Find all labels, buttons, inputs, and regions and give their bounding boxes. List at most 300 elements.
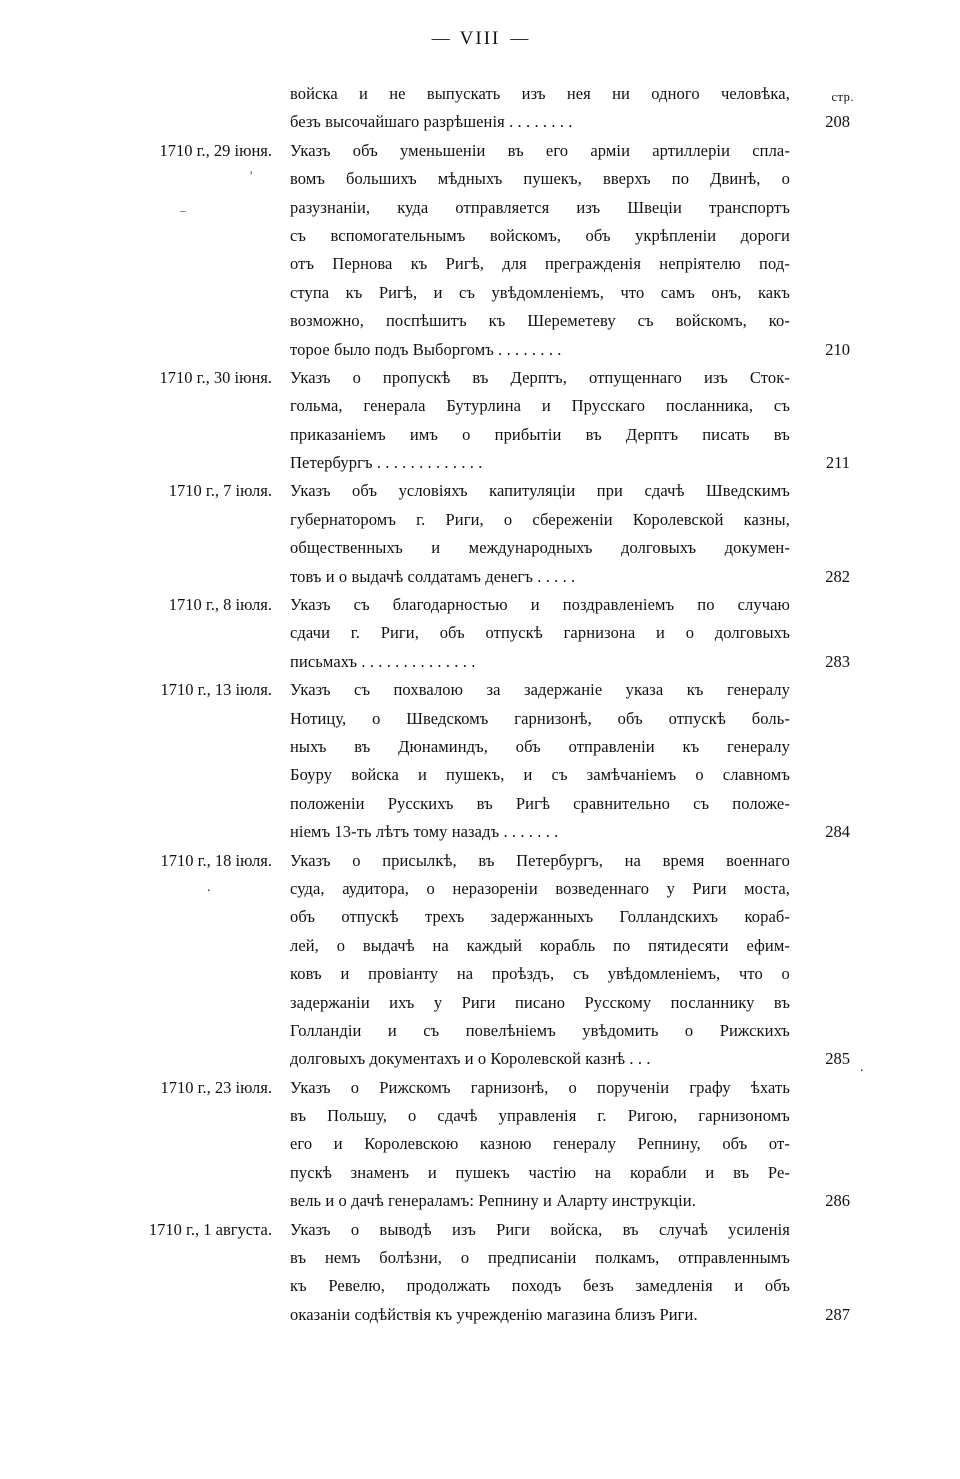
toc-entry-page-number: 287 — [825, 1304, 850, 1324]
toc-line-text — [290, 960, 790, 988]
word: ефим- — [746, 935, 790, 955]
word: войскомъ, — [675, 311, 747, 331]
toc-entry-page-number: 211 — [825, 453, 850, 473]
toc-line-text — [290, 761, 790, 789]
toc-entry-page-number: 284 — [825, 822, 850, 842]
toc-entry-line — [290, 818, 850, 846]
word: о — [684, 1020, 694, 1040]
word: къ — [488, 311, 506, 331]
toc-line-text — [290, 477, 790, 505]
toc-entry-line — [290, 80, 850, 108]
word: аудитора, — [342, 878, 409, 898]
toc-entry-line — [290, 705, 850, 733]
word: положеніи — [290, 793, 365, 813]
word: Шведскомъ — [406, 708, 489, 728]
toc-entry-line — [290, 1159, 850, 1187]
word: что — [739, 964, 763, 984]
word: о — [352, 367, 361, 387]
word: по — [697, 595, 715, 615]
toc-entry — [95, 477, 870, 591]
stray-mark-2: – — [180, 205, 186, 217]
word: объ — [290, 907, 316, 927]
word: на — [432, 935, 449, 955]
toc-line-text — [290, 307, 790, 335]
word: продолжать — [406, 1276, 491, 1296]
header-dash-right: — — [510, 28, 529, 48]
word: письмахъ . . . . . . . . . . . . . . — [290, 651, 476, 671]
word: арміи — [590, 140, 631, 160]
word: и — [433, 282, 443, 302]
toc-entry-line — [290, 137, 850, 165]
word: съ — [290, 225, 307, 245]
word: къ — [682, 736, 700, 756]
word: его — [545, 140, 569, 160]
toc-entry-line — [290, 1045, 850, 1073]
word: сдачѣ — [644, 481, 685, 501]
word: Риги — [692, 878, 727, 898]
word: поспѣшитъ — [385, 311, 467, 331]
page-number-roman: VIII — [459, 28, 501, 49]
word: приказаніемъ — [290, 424, 386, 444]
word: за — [486, 680, 501, 700]
word: боль- — [751, 708, 790, 728]
word: прегражденія — [544, 254, 642, 274]
word: Боуру — [290, 765, 333, 785]
word: для — [502, 254, 527, 274]
toc-line-text — [290, 1017, 790, 1045]
toc-entry-line — [290, 165, 850, 193]
toc-line-text — [290, 1102, 790, 1130]
word: под- — [759, 254, 790, 274]
word: изъ — [451, 1219, 476, 1239]
toc-entry-line — [290, 1301, 850, 1329]
word: повелѣніемъ — [465, 1020, 556, 1040]
toc-entry-line — [290, 932, 850, 960]
word: одного — [651, 84, 700, 103]
toc-line-text — [290, 392, 790, 420]
toc-entry — [95, 137, 870, 364]
word: задержанныхъ — [490, 907, 594, 927]
word: проѣздъ, — [491, 964, 555, 984]
word: на — [624, 850, 641, 870]
word: пропускѣ — [382, 367, 451, 387]
word: знаменъ — [350, 1162, 410, 1182]
word: походъ — [511, 1276, 562, 1296]
word: самъ — [660, 282, 695, 302]
word: артиллеріи — [652, 140, 731, 160]
toc-entry-line — [290, 648, 850, 676]
toc-entry-line — [290, 421, 850, 449]
word: Указъ — [290, 850, 331, 870]
word: объ — [722, 1134, 748, 1154]
toc-entry — [95, 364, 870, 478]
word: возможно, — [290, 311, 364, 331]
word: моста, — [744, 878, 790, 898]
toc-entry-date: 1710 г., 18 іюля. — [160, 850, 272, 870]
toc-line-text — [290, 506, 790, 534]
toc-entry-line — [290, 733, 850, 761]
word: онъ, — [711, 282, 742, 302]
word: по — [613, 935, 631, 955]
word: о — [695, 765, 704, 785]
word: о — [503, 509, 513, 529]
word: Сток- — [749, 367, 790, 387]
word: о — [781, 169, 790, 189]
toc-entry-line — [290, 534, 850, 562]
word: безъ высочайшаго разрѣшенія . . . . . . . . — [290, 112, 573, 132]
toc-entry-page-number: 286 — [825, 1191, 850, 1211]
toc-entry — [95, 80, 870, 137]
word: посланнику — [670, 992, 755, 1012]
word: славномъ — [722, 765, 790, 785]
word: замедленія — [635, 1276, 713, 1296]
word: отпускѣ — [485, 623, 543, 643]
word: и — [523, 765, 533, 785]
word: возведеннаго — [555, 878, 650, 898]
word: отправленнымъ — [678, 1248, 790, 1268]
word: мѣдныхъ — [437, 169, 503, 189]
word: посланника, — [665, 396, 754, 416]
word: Голландіи — [290, 1020, 362, 1040]
word: время — [662, 850, 705, 870]
toc-line-text — [290, 818, 790, 846]
word: писано — [514, 992, 566, 1012]
word: съ — [353, 595, 370, 615]
toc-line-text — [290, 733, 790, 761]
word: ко- — [768, 311, 790, 331]
word: трехъ — [424, 907, 465, 927]
word: и — [431, 538, 441, 558]
word: у — [433, 992, 443, 1012]
word: г. — [597, 1106, 607, 1126]
toc-entry-date: 1710 г., 7 іюля. — [168, 481, 272, 501]
word: предписаніи — [488, 1248, 577, 1268]
toc-line-text — [290, 1045, 790, 1073]
toc-entry-line — [290, 1074, 850, 1102]
word: и — [530, 595, 540, 615]
word: къ — [410, 254, 428, 274]
word: Швеціи — [627, 197, 682, 217]
word: гарнизона — [563, 623, 636, 643]
toc-entry-line — [290, 1272, 850, 1300]
word: Дюнаминдъ, — [398, 736, 488, 756]
word: случаѣ — [658, 1219, 708, 1239]
word: объ — [352, 481, 378, 501]
word: о — [350, 1077, 360, 1097]
toc-line-text — [290, 1244, 790, 1272]
word: не — [389, 84, 406, 103]
toc-entry-date: 1710 г., 1 августа. — [148, 1219, 272, 1239]
word: изъ — [576, 197, 601, 217]
word: Русскихъ — [387, 793, 454, 813]
toc-line-text — [290, 648, 790, 676]
toc-entry-line — [290, 875, 850, 903]
word: провіанту — [368, 964, 439, 984]
word: каждый — [466, 935, 523, 955]
word: къ — [345, 282, 363, 302]
word: нея — [566, 84, 591, 103]
word: объ — [764, 1276, 790, 1296]
word: суда, — [290, 878, 325, 898]
word: увѣдомленіемъ, — [491, 282, 605, 302]
word: Прусскаго — [571, 396, 646, 416]
word: г. — [350, 623, 360, 643]
word: замѣчаніемъ — [586, 765, 677, 785]
word: въ — [507, 140, 524, 160]
word: о — [372, 708, 381, 728]
word: вспомогательнымъ — [330, 225, 466, 245]
word: долговыхъ документахъ и о Королевской казнѣ . . . — [290, 1049, 651, 1069]
word: присылкѣ, — [382, 850, 457, 870]
word: похвалою — [393, 680, 464, 700]
word: общественныхъ — [290, 538, 403, 558]
toc-line-text — [290, 1159, 790, 1187]
toc-entry-line — [290, 506, 850, 534]
word: генерала — [363, 396, 426, 416]
word: выдачѣ — [362, 935, 415, 955]
toc-entry-line — [290, 477, 850, 505]
word: имъ — [409, 424, 439, 444]
toc-entry-line — [290, 108, 850, 136]
word: Риги, — [445, 509, 484, 529]
toc-entry-line — [290, 364, 850, 392]
word: международныхъ — [468, 538, 593, 558]
page-header — [0, 28, 960, 50]
toc-entry-body — [290, 364, 870, 478]
word: изъ — [521, 84, 546, 103]
word: гарнизонѣ, — [470, 1077, 549, 1097]
word: пушекъ — [455, 1162, 510, 1182]
word: капитуляціи — [489, 481, 576, 501]
word: транспортъ — [708, 197, 790, 217]
word: въ — [354, 736, 371, 756]
toc-entry-date: 1710 г., 13 іюля. — [160, 680, 272, 700]
word: въ — [476, 793, 493, 813]
toc-entry-line — [290, 960, 850, 988]
word: товъ и о выдачѣ солдатамъ денегъ . . . . . — [290, 566, 576, 586]
toc-entry-line — [290, 222, 850, 250]
word: и — [387, 1020, 397, 1040]
toc-entry-line — [290, 1130, 850, 1158]
word: въ — [290, 1248, 307, 1268]
toc-entry-line — [290, 279, 850, 307]
word: Двинѣ, — [710, 169, 761, 189]
word: Голландскихъ — [619, 907, 719, 927]
word: о — [408, 1106, 417, 1126]
toc-entry-line — [290, 790, 850, 818]
toc-entry-body — [290, 591, 870, 676]
word: отпускѣ — [341, 907, 399, 927]
word: Указъ — [290, 595, 331, 615]
word: въ — [472, 367, 489, 387]
word: съ — [693, 793, 710, 813]
word: Шереметеву — [527, 311, 616, 331]
word: лей, — [290, 935, 319, 955]
word: съ — [423, 1020, 440, 1040]
word: Ригою, — [627, 1106, 678, 1126]
toc-entry-date: 1710 г., 23 іюля. — [160, 1077, 272, 1097]
toc-entry-line — [290, 989, 850, 1017]
word: выводѣ — [379, 1219, 432, 1239]
header-dash-left: — — [431, 28, 450, 48]
word: что — [620, 282, 645, 302]
toc-line-text — [290, 108, 790, 136]
word: объ — [352, 140, 378, 160]
word: Указъ — [290, 1219, 331, 1239]
toc-entry-line — [290, 336, 850, 364]
toc-entry-list — [95, 80, 870, 1329]
word: о — [350, 1219, 360, 1239]
word: Ригѣ, — [445, 254, 485, 274]
toc-entry-line — [290, 619, 850, 647]
word: и — [541, 396, 551, 416]
toc-line-text — [290, 421, 790, 449]
word: у — [666, 878, 675, 898]
word: пускѣ — [290, 1162, 332, 1182]
word: докумен- — [724, 538, 790, 558]
toc-line-text — [290, 1301, 790, 1329]
toc-entry-page-number: 282 — [825, 566, 850, 586]
word: въ — [478, 850, 495, 870]
word: объ — [439, 623, 465, 643]
stray-mark-1: ' — [250, 168, 253, 183]
word: пушекъ, — [523, 169, 582, 189]
word: поздравленіемъ — [562, 595, 675, 615]
toc-entry-line — [290, 1017, 850, 1045]
word: торое было подъ Выборгомъ . . . . . . . . — [290, 339, 562, 359]
word: Ригѣ, — [378, 282, 418, 302]
word: задержаніи — [290, 992, 370, 1012]
toc-entry-body — [290, 80, 870, 137]
word: о — [336, 935, 346, 955]
word: выпускать — [426, 84, 501, 103]
word: войска — [351, 765, 399, 785]
word: о — [568, 1077, 577, 1097]
word: долговыхъ — [714, 623, 790, 643]
toc-entry-date: 1710 г., 8 іюля. — [168, 595, 272, 615]
word: большихъ — [346, 169, 417, 189]
word: Риги — [496, 1219, 531, 1239]
word: Указъ — [290, 367, 331, 387]
toc-entry-line — [290, 449, 850, 477]
word: положе- — [732, 793, 790, 813]
toc-entry-line — [290, 307, 850, 335]
toc-line-text — [290, 1074, 790, 1102]
toc-line-text — [290, 250, 790, 278]
toc-line-text — [290, 80, 790, 108]
word: войскомъ, — [489, 225, 562, 245]
toc-entry-line — [290, 1187, 850, 1215]
word: войска, — [550, 1219, 603, 1239]
word: ни — [612, 84, 630, 103]
word: отправляется — [455, 197, 550, 217]
toc-line-text — [290, 1130, 790, 1158]
word: генералу — [553, 1134, 617, 1154]
word: от- — [768, 1134, 790, 1154]
word: Указъ — [290, 140, 331, 160]
toc-line-text — [290, 165, 790, 193]
word: отпускѣ — [668, 708, 726, 728]
word: въ — [773, 992, 790, 1012]
word: графу — [689, 1077, 731, 1097]
word: Риги, — [380, 623, 419, 643]
word: немъ — [324, 1248, 361, 1268]
word: генералу — [726, 680, 790, 700]
word: Петербургъ, — [516, 850, 603, 870]
word: условіяхъ — [398, 481, 468, 501]
word: Дерптъ, — [510, 367, 567, 387]
word: Ревелю, — [328, 1276, 386, 1296]
toc-entry-body — [290, 847, 870, 1074]
word: къ — [290, 1276, 307, 1296]
toc-line-text — [290, 1216, 790, 1244]
toc-entry-body — [290, 1074, 870, 1216]
word: увѣдомить — [582, 1020, 659, 1040]
word: благодарностью — [392, 595, 508, 615]
toc-line-text — [290, 336, 790, 364]
toc-entry-date: 1710 г., 29 іюня. — [159, 140, 272, 160]
word: о — [352, 850, 361, 870]
word: дороги — [740, 225, 790, 245]
toc-entry-page-number: 210 — [825, 339, 850, 359]
toc-entry-line — [290, 250, 850, 278]
word: и — [418, 765, 427, 785]
word: и — [340, 964, 350, 984]
toc-line-text — [290, 1187, 790, 1215]
word: Дерптъ — [625, 424, 679, 444]
word: уменьшеніи — [400, 140, 486, 160]
toc-entry — [95, 591, 870, 676]
toc-entry — [95, 1216, 870, 1330]
word: Указъ — [290, 1077, 331, 1097]
word: объ — [617, 708, 643, 728]
word: при — [596, 481, 623, 501]
toc-entry-line — [290, 761, 850, 789]
toc-entry-body — [290, 1216, 870, 1330]
word: Нотицу, — [290, 708, 347, 728]
word: сдачѣ — [437, 1106, 478, 1126]
toc-line-text — [290, 847, 790, 875]
word: и — [656, 623, 665, 643]
word: на — [456, 964, 474, 984]
toc-line-text — [290, 676, 790, 704]
word: и — [427, 1162, 437, 1182]
word: съ — [551, 765, 568, 785]
word: вель и о дачѣ генераламъ: Репнину и Аларту инструкціи. — [290, 1191, 696, 1211]
toc-entry-body — [290, 477, 870, 591]
word: войска — [290, 84, 338, 103]
word: частію — [528, 1162, 577, 1182]
word: кораб- — [744, 907, 790, 927]
toc-line-text — [290, 932, 790, 960]
word: долговыхъ — [620, 538, 697, 558]
word: непріятелю — [659, 254, 741, 274]
word: безъ — [582, 1276, 614, 1296]
word: ніемъ 13-ть лѣтъ тому назадъ . . . . . . . — [290, 822, 559, 842]
word: указа — [625, 680, 664, 700]
toc-entry-page-number: 208 — [825, 112, 850, 132]
toc-entry-line — [290, 676, 850, 704]
word: и — [359, 84, 368, 103]
word: и — [705, 1162, 715, 1182]
toc-entry — [95, 847, 870, 1074]
word: Бутурлина — [446, 396, 522, 416]
word: Польшу, — [327, 1106, 387, 1126]
word: Русскому — [584, 992, 652, 1012]
toc-line-text — [290, 137, 790, 165]
word: о — [426, 878, 435, 898]
word: Пернова — [332, 254, 393, 274]
